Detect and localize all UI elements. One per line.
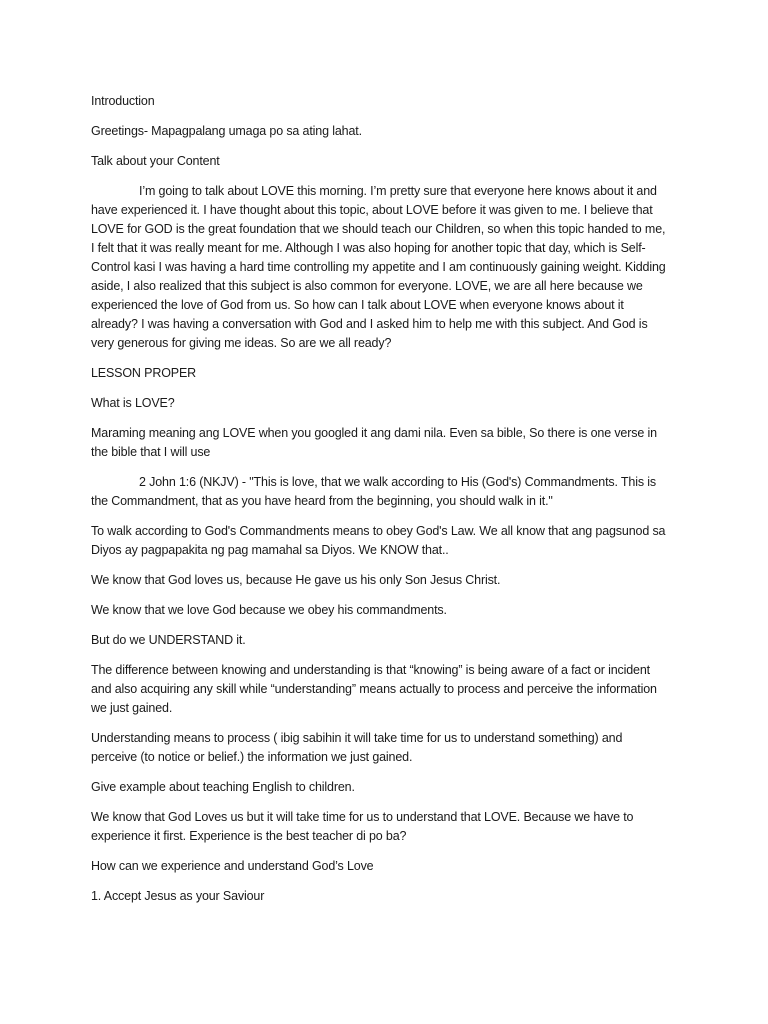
intro-paragraph: I’m going to talk about LOVE this morning. I’m pretty sure that everyone here knows about it and have experienced it. I have thought about this topic, about LOVE before it was given to me. I believe that LOVE for GOD is the great foundation that we should teach our Children, so when this topic handed to me, I felt that it was really meant for me. Although I was also hoping for another topic that day, which is Self-Control kasi I was having a hard time controlling my appetite and I am continuously gaining weight. Kidding aside, I also realized that this subject is also common for everyone. LOVE, we are all here because we experienced the love of God from us. So how can I talk about LOVE when everyone knows about it already? I was having a conversation with God and I asked him to help me with this subject. And God is very generous for giving me ideas. So are we all ready? <box>91 184 666 350</box>
example-line: Give example about teaching English to children. <box>91 780 355 794</box>
heading-what-is-love: What is LOVE? <box>91 396 175 410</box>
love-meaning-paragraph: Maraming meaning ang LOVE when you googled it ang dami nila. Even sa bible, So there is one verse in the bible that I will use <box>91 426 657 459</box>
list-item-accept-jesus: 1. Accept Jesus as your Saviour <box>91 889 265 903</box>
heading-lesson-proper: LESSON PROPER <box>91 366 197 380</box>
experience-paragraph: We know that God Loves us but it will take time for us to understand that LOVE. Because we have to experience it first. Experience is the best teacher di po ba? <box>91 810 634 843</box>
understand-question-line: But do we UNDERSTAND it. <box>91 633 246 647</box>
how-to-experience-line: How can we experience and understand God’s Love <box>91 859 374 873</box>
document-page <box>91 92 669 917</box>
we-love-god-line: We know that we love God because we obey his commandments. <box>91 603 447 617</box>
heading-talk-about-content: Talk about your Content <box>91 154 220 168</box>
understanding-definition-paragraph: Understanding means to process ( ibig sabihin it will take time for us to understand something) and perceive (to notice or belief.) the information we just gained. <box>91 731 623 764</box>
bible-verse-paragraph: 2 John 1:6 (NKJV) - "This is love, that we walk according to His (God's) Commandments. This is the Commandment, that as you have heard from the beginning, you should walk in it." <box>91 475 656 508</box>
god-loves-us-line: We know that God loves us, because He gave us his only Son Jesus Christ. <box>91 573 501 587</box>
heading-introduction: Introduction <box>91 94 155 108</box>
knowing-vs-understanding-paragraph: The difference between knowing and understanding is that “knowing” is being aware of a fact or incident and also acquiring any skill while “understanding” means actually to process and perceive the information we just gained. <box>91 663 657 715</box>
commandments-paragraph: To walk according to God's Commandments means to obey God's Law. We all know that ang pagsunod sa Diyos ay pagpapakita ng pag mamahal sa Diyos. We KNOW that.. <box>91 524 666 557</box>
greetings-line: Greetings- Mapagpalang umaga po sa ating lahat. <box>91 124 362 138</box>
